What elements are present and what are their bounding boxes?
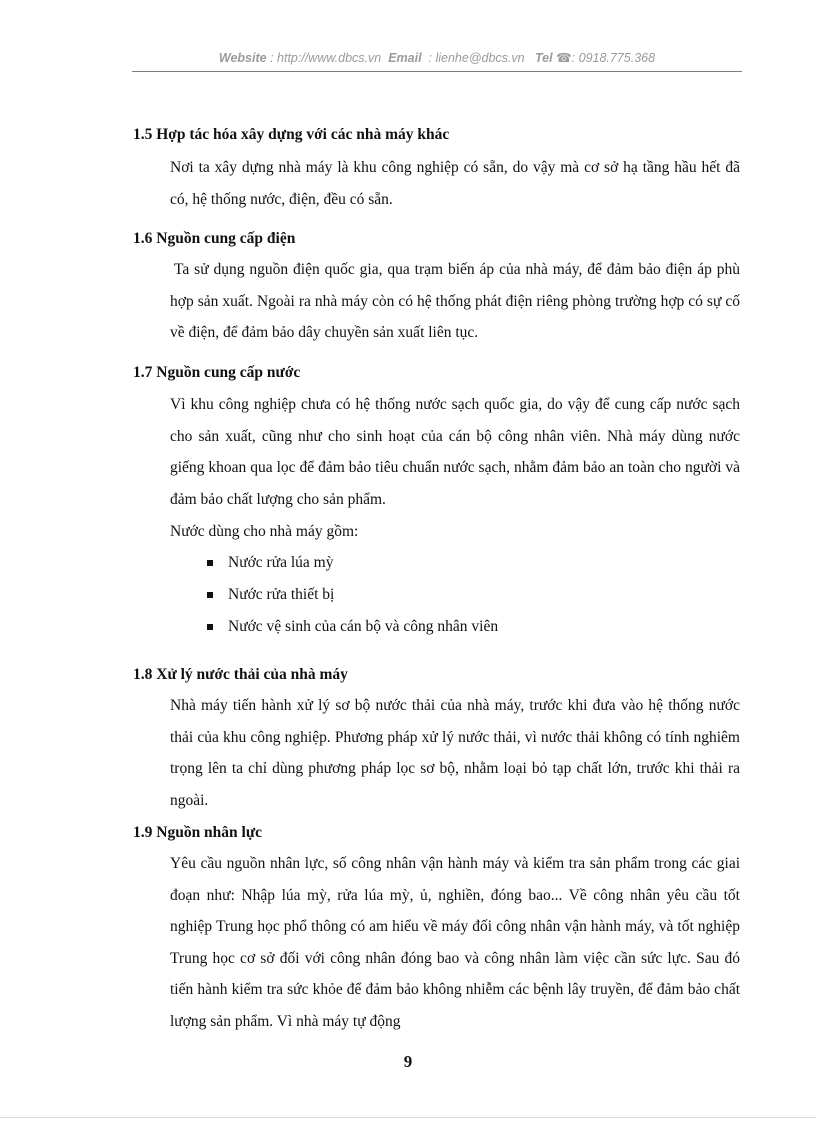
section-paragraph: Vì khu công nghiệp chưa có hệ thống nước sạch quốc gia, do vậy để cung cấp nước sạch cho sản xuất, cũng như cho sinh hoạt của cán bộ công nhân viên. Nhà máy dùng nước giếng khoan qua lọc để đảm bảo tiêu chuẩn nước sạch, nhằm đảm bảo an toàn cho người và đảm bảo chất lượng cho sản phẩm. <box>170 396 740 508</box>
section-paragraph: Nhà máy tiến hành xử lý sơ bộ nước thải của nhà máy, trước khi đưa vào hệ thống nước thải của khu công nghiệp. Phương pháp xử lý nước thải, vì nước thải không có tính nghiêm trọng lên ta chỉ dùng phương pháp lọc sơ bộ, nhằm loại bỏ tạp chất lớn, trước khi thải ra ngoài. <box>170 697 740 809</box>
website-label: Website <box>218 51 267 65</box>
tel-label: Tel <box>535 51 553 65</box>
page-header <box>132 50 742 65</box>
section-heading: 1.9 Nguồn nhân lực <box>133 824 263 841</box>
list-item <box>207 586 334 604</box>
section-paragraph: Ta sử dụng nguồn điện quốc gia, qua trạm biến áp của nhà máy, để đảm bảo điện áp phù hợp sản xuất. Ngoài ra nhà máy còn có hệ thống phát điện riêng phòng trường hợp có sự cố về điện, để đảm bảo dây chuyền sản xuất liên tục. <box>170 261 740 341</box>
bullet-square-icon <box>207 592 213 598</box>
email-value: : lienhe@dbcs.vn <box>428 51 525 65</box>
tel-value: ☎: 0918.775.368 <box>556 51 656 65</box>
email-label: Email <box>388 51 422 65</box>
bullet-square-icon <box>207 560 213 566</box>
list-item <box>207 554 333 572</box>
list-item <box>207 618 498 636</box>
list-item-text: Nước rửa thiết bị <box>228 586 335 603</box>
section-heading: 1.7 Nguồn cung cấp nước <box>133 364 301 381</box>
website-value: : http://www.dbcs.vn <box>270 51 382 65</box>
page-bottom-edge <box>0 1117 816 1118</box>
page-number: 9 <box>403 1052 413 1071</box>
section-heading: 1.8 Xử lý nước thải của nhà máy <box>133 666 348 683</box>
section-paragraph: Nơi ta xây dựng nhà máy là khu công nghiệp có sẵn, do vậy mà cơ sở hạ tầng hầu hết đã có, hệ thống nước, điện, đều có sẵn. <box>170 159 740 208</box>
header-divider <box>132 71 742 72</box>
section-heading: 1.6 Nguồn cung cấp điện <box>133 230 296 247</box>
section-heading: 1.5 Hợp tác hóa xây dựng với các nhà máy khác <box>133 126 450 143</box>
section-paragraph: Yêu cầu nguồn nhân lực, số công nhân vận hành máy và kiểm tra sản phẩm trong các giai đoạn như: Nhập lúa mỳ, rửa lúa mỳ, ủ, nghiền, đóng bao... Về công nhân yêu cầu tốt nghiệp Trung học phổ thông có am hiểu về máy đối công nhân vận hành máy, và tốt nghiệp Trung học cơ sở đối với công nhân đóng bao và công nhân làm việc cần sức lực. Sau đó tiến hành kiểm tra sức khỏe để đảm bảo không nhiễm các bệnh lây truyền, để đảm bảo chất lượng sản phẩm. Vì nhà máy tự động <box>170 855 740 1030</box>
bullet-square-icon <box>207 624 213 630</box>
list-item-text: Nước vệ sinh của cán bộ và công nhân viên <box>228 618 499 635</box>
list-item-text: Nước rửa lúa mỳ <box>228 554 334 571</box>
section-paragraph: Nước dùng cho nhà máy gồm: <box>170 523 359 540</box>
